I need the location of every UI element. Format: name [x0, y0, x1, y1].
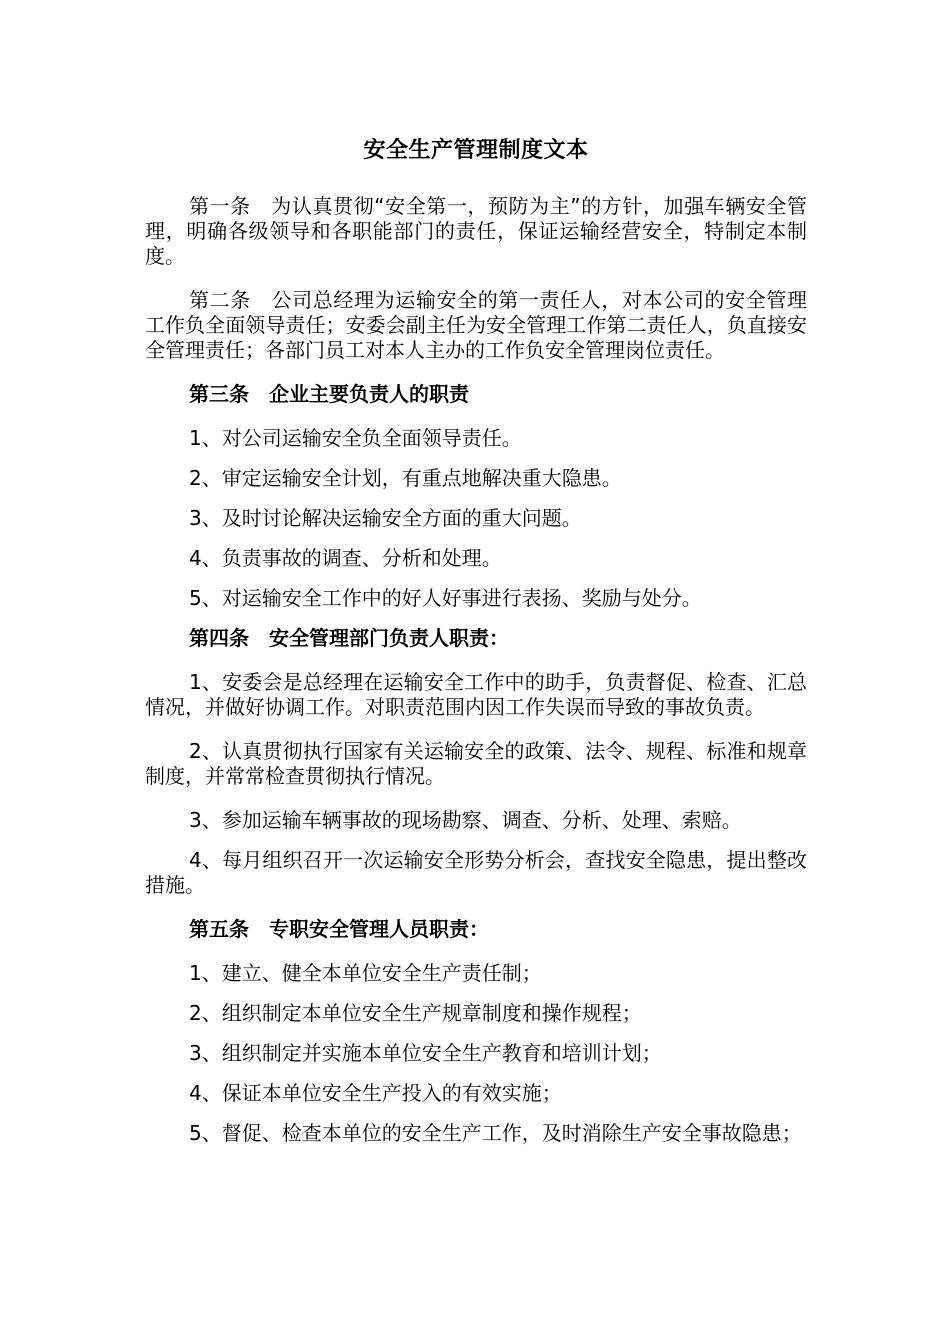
article-4-item: 4、每月组织召开一次运输安全形势分析会，查找安全隐患，提出整改措施。 — [145, 848, 807, 897]
article-5-item: 1、建立、健全本单位安全生产责任制； — [189, 961, 542, 985]
article-3-heading: 第三条 企业主要负责人的职责 — [189, 382, 469, 406]
article-5-heading: 第五条 专职安全管理人员职责： — [189, 917, 489, 941]
article-4-heading: 第四条 安全管理部门负责人职责： — [189, 626, 509, 650]
article-3-item: 4、负责事故的调查、分析和处理。 — [189, 546, 502, 570]
article-1-text: 第一条 为认真贯彻“安全第一，预防为主”的方针，加强车辆安全管理，明确各级领导和各职能部门的责任，保证运输经营安全，特制定本制度。 — [145, 194, 807, 268]
article-3-item: 1、对公司运输安全负全面领导责任。 — [189, 426, 522, 450]
article-5-item: 5、督促、检查本单位的安全生产工作，及时消除生产安全事故隐患； — [189, 1121, 802, 1145]
article-5-item: 2、组织制定本单位安全生产规章制度和操作规程； — [189, 1001, 642, 1025]
article-4-item: 3、参加运输车辆事故的现场勘察、调查、分析、处理、索赔。 — [189, 808, 742, 832]
article-5-item: 4、保证本单位安全生产投入的有效实施； — [189, 1081, 562, 1105]
article-4-item: 2、认真贯彻执行国家有关运输安全的政策、法令、规程、标准和规章制度，并常常检查贯彻执行情况。 — [145, 739, 807, 788]
article-3-item: 5、对运输安全工作中的好人好事进行表扬、奖励与处分。 — [189, 586, 702, 610]
article-3-item: 3、及时讨论解决运输安全方面的重大问题。 — [189, 506, 582, 530]
document-title: 安全生产管理制度文本 — [363, 138, 589, 163]
article-5-item: 3、组织制定并实施本单位安全生产教育和培训计划； — [189, 1041, 662, 1065]
article-2-text: 第二条 公司总经理为运输安全的第一责任人，对本公司的安全管理工作负全面领导责任；安委会副主任为安全管理工作第二责任人，负直接安全管理责任；各部门员工对本人主办的工作负安全管理岗位责任。 — [145, 288, 807, 362]
article-3-item: 2、审定运输安全计划，有重点地解决重大隐患。 — [189, 466, 622, 490]
article-4-item: 1、安委会是总经理在运输安全工作中的助手，负责督促、检查、汇总情况，并做好协调工作。对职责范围内因工作失误而导致的事故负责。 — [145, 670, 807, 719]
document-page — [145, 136, 807, 1161]
